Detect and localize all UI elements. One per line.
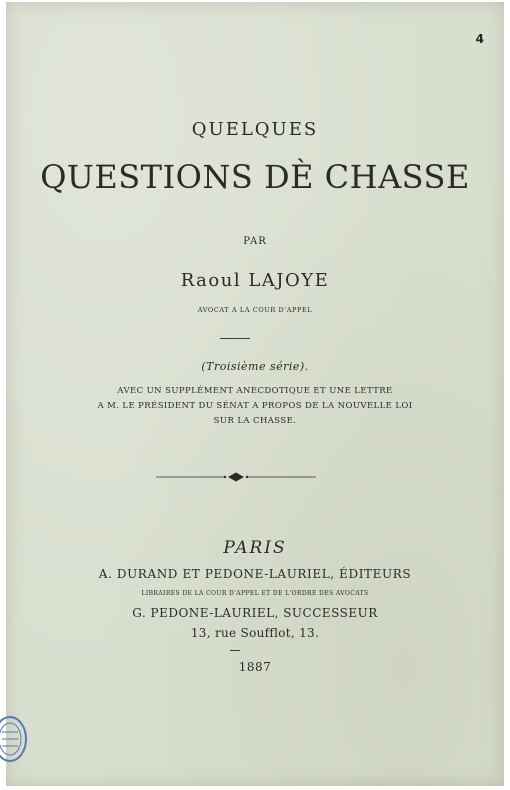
- supplement-line: AVEC UN SUPPLÉMENT ANECDOTIQUE ET UNE LETTRE: [117, 386, 393, 396]
- library-stamp-icon: [0, 714, 28, 764]
- author-name: [6, 270, 504, 291]
- shelf-mark: 4: [475, 32, 484, 46]
- author-role: AVOCAT A LA COUR D'APPEL: [197, 306, 313, 314]
- publication-city: PARIS: [223, 538, 287, 558]
- publisher-address: 13, rue Soufflot, 13.: [190, 626, 320, 640]
- publisher-successor: G. PEDONE-LAURIEL, SUCCESSEUR: [132, 606, 378, 620]
- book-cover: [6, 2, 504, 786]
- divider-rule: [220, 338, 250, 339]
- publication-year: 1887: [238, 660, 272, 674]
- title-top: QUELQUES: [191, 119, 319, 140]
- author-first-name: Raoul: [180, 270, 242, 291]
- supplement-line: A M. LE PRÉSIDENT DU SÉNAT A PROPOS DE LA NOUVELLE LOI: [97, 401, 413, 411]
- title-main: QUESTIONS DÈ CHASSE: [40, 158, 470, 196]
- author-last-name: LAJOYE: [248, 270, 330, 291]
- publisher-description: LIBRAIRES DE LA COUR D'APPEL ET DE L'ORDRE DES AVOCATS: [141, 590, 369, 597]
- by-line: PAR: [243, 236, 267, 247]
- divider-rule-small: [230, 650, 240, 651]
- series-label: (Troisième série).: [201, 360, 309, 373]
- ornament-divider: [156, 471, 316, 483]
- supplement-line: SUR LA CHASSE.: [213, 416, 297, 426]
- publisher-name: A. DURAND ET PEDONE-LAURIEL, ÉDITEURS: [98, 567, 412, 581]
